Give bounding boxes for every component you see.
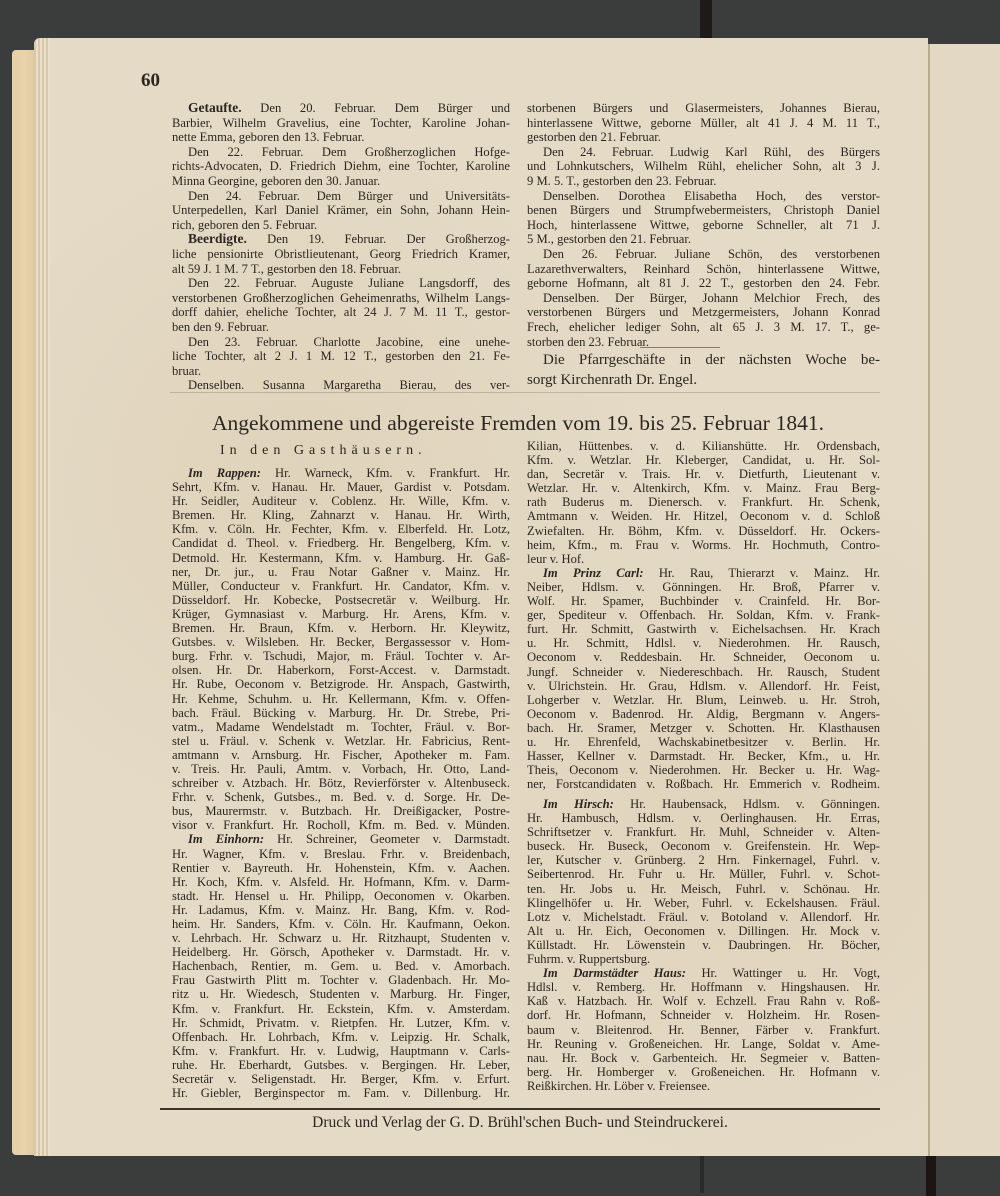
text-line: Klingelhöfer u. Hr. Weber, Fuhrl. v. Eckelshausen. Fräul. [527, 895, 880, 910]
text-line: Gutsbes. v. Wilsleben. Hr. Becker, Bergassessor v. Hom- [172, 635, 510, 650]
text-line [527, 370, 880, 390]
text-line: stadt. Hr. Hensel u. Hr. Philipp, Oeconomen v. Okarben. [172, 888, 510, 903]
text-line: benen Bürgers und Strumpfwebermeisters, Christoph Daniel [527, 203, 880, 218]
text-line: Jungf. Schneider v. Niedereschbach. Hr. Rausch, Student [527, 664, 880, 679]
text-line: geborne Hofmann, alt 81 J. 22 T., gestorben den 24. Febr. [527, 276, 880, 291]
text-line: heim, Kfm., m. Frau v. Worms. Hr. Hochmuth, Contro- [527, 537, 880, 552]
text-line: furt. Hr. Schmitt, Gastwirth v. Eichelsachsen. Hr. Krach [527, 622, 880, 637]
text-line [172, 262, 510, 277]
text-line: Wetzlar. Hr. v. Altenkirch, Kfm. v. Mainz. Frau Berg- [527, 481, 880, 496]
line-text: Den 24. Februar. Ludwig Karl Rühl, des Bürgers [543, 144, 880, 159]
text-line [172, 101, 510, 116]
text-line [172, 130, 510, 145]
text-line [527, 232, 880, 247]
text-line: u. Hr. Schmitt, Hdlsl. v. Niederohmen. Hr. Rausch, [527, 636, 880, 651]
text-line [527, 130, 880, 145]
text-line [527, 174, 880, 189]
text-line: liche Tochter, alt 2 J. 1 M. 12 T., gestorben den 21. Fe- [172, 349, 510, 364]
text-line [527, 189, 880, 204]
section-subtitle: In den Gasthäusern. [220, 443, 427, 458]
text-line: liche pensionirte Obristlieutenant, Georg Friedrich Kramer, [172, 246, 510, 261]
text-line: Kfm. v. Frankfurt. Hr. Eckstein, Kfm. v. Amsterdam. [172, 1001, 510, 1016]
text-line: bach. Fräul. Bücking v. Marburg. Hr. Dr. Strebe, Pri- [172, 705, 510, 720]
text-line [527, 952, 880, 966]
text-line [172, 145, 510, 160]
text-line [172, 378, 510, 393]
text-line: Alt u. Hr. Eich, Oeconomen v. Dillingen. Hr. Mock v. [527, 923, 880, 938]
text-line: Offenbach. Hr. Lohrbach, Kfm. v. Leipzig. Hr. Schalk, [172, 1029, 510, 1044]
divider [640, 347, 720, 348]
line-text: ben den 9. Februar. [172, 319, 269, 334]
text-line: hinterlassene Wittwe, geborne Müller, alt 41 J. 4 M. 11 T., [527, 115, 880, 130]
text-line [172, 335, 510, 350]
text-line [172, 320, 510, 335]
entry-heading: Im Prinz Carl: [543, 565, 644, 580]
text-line [172, 832, 510, 846]
line-text: Den 22. Februar. Dem Großherzoglichen Hofge- [188, 144, 510, 159]
line-text: gestorben den 21. Februar. [527, 130, 661, 145]
text-line: u. Hr. Ehrenfeld, Wachskabinetbesitzer v. Berlin. Hr. [527, 734, 880, 749]
text-line [172, 218, 510, 233]
line-text: sorgt Kirchenrath Dr. Engel. [527, 372, 698, 388]
line-text: rich, geboren den 5. Februar. [172, 217, 318, 232]
text-line: vatm., Madame Wendelstadt m. Tochter, Fräul. v. Bor- [172, 719, 510, 734]
text-line: Hr. Kehme, Schuhm. u. Hr. Kellermann, Kfm. v. Offen- [172, 691, 510, 706]
text-line: ger, Spediteur v. Offenbach. Hr. Soldan, Kfm. v. Frank- [527, 608, 880, 623]
text-line: Candidat d. Theol. v. Friedberg. Hr. Bengelberg, Kfm. v. [172, 536, 510, 551]
parish-register-left-column [172, 101, 510, 393]
text-line: nau. Hr. Bock v. Garbenteich. Hr. Segmeier v. Batten- [527, 1050, 880, 1065]
entry-heading: Beerdigte. [188, 231, 247, 247]
text-line [527, 966, 880, 980]
guest-list-right-column [527, 439, 880, 791]
line-text: Den 24. Februar. Dem Bürger und Universitäts- [188, 188, 510, 203]
text-line: Amtmann v. Weiden. Hr. Hitzel, Oeconom v. d. Schloß [527, 509, 880, 524]
parish-notice [527, 350, 880, 390]
line-text: Hr. Haubensack, Hdlsm. v. Gönningen. [613, 797, 881, 811]
page-number: 60 [141, 70, 160, 91]
text-line: Hr. Wagner, Kfm. v. Breslau. Frhr. v. Breidenbach, [172, 846, 510, 861]
text-line: storbenen Bürgers und Glasermeisters, Johannes Bierau, [527, 101, 880, 115]
text-line [172, 276, 510, 291]
background [700, 1155, 704, 1193]
footer-rule [160, 1108, 880, 1110]
guest-list-left-column [172, 466, 510, 1100]
text-line: burg. Frhr. v. Tschudi, Major, m. Fräul. Tochter v. Ar- [172, 649, 510, 664]
page-edges [34, 38, 50, 1156]
text-line: verstorbenen Bürgers und Metzgermeisters, Johann Konrad [527, 305, 880, 320]
text-line: Hr. Reuning v. Großeneichen. Hr. Lange, Soldat v. Ame- [527, 1036, 880, 1051]
text-line: Hr. Rube, Oeconom v. Betzigrode. Hr. Anspach, Gastwirth, [172, 677, 510, 692]
text-line: Kaß v. Hatzbach. Hr. Wolf v. Echzell. Frau Rahn v. Roß- [527, 994, 880, 1009]
text-line [172, 232, 510, 247]
imprint-footer: Druck und Verlag der G. D. Brühl'schen Buch- und Steindruckerei. [312, 1114, 728, 1131]
text-line: Unterpedellen, Karl Daniel Krämer, ein Sohn, Johann Hein- [172, 203, 510, 218]
text-line: v. Treis. Hr. Pauli, Amtm. v. Vorbach, Hr. Otto, Land- [172, 761, 510, 776]
text-line: Kfm. v. Wetzlar. Hr. Kleberger, Candidat, u. Hr. Sol- [527, 453, 880, 468]
text-line [172, 364, 510, 379]
text-line: Theis, Oeconom v. Niederohmen. Hr. Becker u. Hr. Wag- [527, 763, 880, 778]
text-line: Hr. Hambusch, Hdlsm. v. Oerlinghausen. Hr. Erras, [527, 811, 880, 826]
facing-page-edge [928, 44, 1000, 1156]
text-line [527, 145, 880, 160]
line-text: Hr. Wattinger u. Hr. Vogt, [685, 966, 880, 981]
text-line: ner, Dr. jur., u. Frau Notar Gaßner v. Mainz. Hr. [172, 564, 510, 579]
line-text: leur v. Hof. [527, 551, 585, 566]
entry-heading: Getaufte. [188, 100, 242, 115]
text-line: Frhr. v. Schenk, Gutsbes., m. Bed. v. d. Sorge. Hr. De- [172, 790, 510, 805]
text-line: Kilian, Hüttenbes. v. d. Kilianshütte. Hr. Ordensbach, [527, 439, 880, 453]
text-line: Hr. Seidler, Auditeur v. Coblenz. Hr. Wille, Kfm. v. [172, 494, 510, 509]
text-line: Hoch, hinterlassene Wittwe, geborne Schneller, alt 71 J. [527, 217, 880, 232]
text-line: Kfm. v. Cöln. Hr. Fechter, Kfm. v. Elberfeld. Hr. Lotz, [172, 522, 510, 537]
line-text: bruar. [172, 363, 202, 378]
text-line: ruhe. Hr. Eberhardt, Gutsbes. v. Bergingen. Hr. Leber, [172, 1057, 510, 1072]
text-line: Secretär v. Seligenstadt. Hr. Berger, Kfm. v. Erfurt. [172, 1072, 510, 1087]
text-line: Seibertenrod. Hr. Fuhr u. Hr. Müller, Fuhrl. v. Schot- [527, 867, 880, 882]
text-line: Hr. Schmidt, Privatm. v. Rietpfen. Hr. Lutzer, Kfm. v. [172, 1015, 510, 1030]
text-line [527, 552, 880, 566]
text-line: schreiber v. Atzbach. Hr. Bötz, Revierförster v. Altenbuseck. [172, 776, 510, 791]
text-line: Bremen. Hr. Braun, Kfm. v. Herborn. Hr. Kleywitz, [172, 621, 510, 636]
text-line: Rentier v. Bayreuth. Hr. Hohenstein, Kfm. v. Aachen. [172, 860, 510, 875]
text-line: Hachenbach, Rentier, m. Gem. u. Bed. v. Amorbach. [172, 959, 510, 974]
line-text: Denselben. Susanna Margaretha Bierau, des ver- [188, 378, 510, 393]
line-text: Minna Georgine, geboren den 30. Januar. [172, 173, 381, 188]
text-line: stel u. Fräul. v. Schenk v. Wetzlar. Hr. Fabricius, Rent- [172, 733, 510, 748]
line-text: Fuhrm. v. Ruppertsburg. [527, 952, 651, 967]
text-line: Neiber, Hdlsm. v. Gönningen. Hr. Broß, Pfarrer v. [527, 579, 880, 594]
text-line [527, 797, 880, 811]
text-line: buseck. Hr. Buseck, Oeconom v. Greifenstein. Hr. Wep- [527, 839, 880, 854]
text-line: Hr. Ladamus, Kfm. v. Mainz. Hr. Bang, Kfm. v. Rod- [172, 902, 510, 917]
text-line: Küllstadt. Hr. Löwenstein v. Daubringen. Hr. Böcher, [527, 937, 880, 952]
text-line: Hr. Giebler, Berginspector m. Fam. v. Dillenburg. Hr. [172, 1086, 510, 1101]
text-line: Lotz v. Michelstadt. Fräul. v. Botoland v. Allendorf. Hr. [527, 909, 880, 924]
text-line: dorf. Hr. Hofmann, Schneider v. Holzheim. Hr. Rosen- [527, 1008, 880, 1023]
text-line: berg. Hr. Homberger v. Großeneichen. Hr. Hofmann v. [527, 1064, 880, 1079]
line-text: Denselben. Der Bürger, Johann Melchior Frech, des [543, 290, 880, 305]
text-line: Müller, Conducteur v. Frankfurt. Hr. Candator, Kfm. v. [172, 578, 510, 593]
text-line: Oeconom v. Reddesbain. Hr. Schneider, Oeconom u. [527, 650, 880, 665]
text-line: Lohgerber v. Wetzlar. Hr. Blum, Leinweb. u. Hr. Stroh, [527, 692, 880, 707]
text-line: rath Buderus m. Dienersch. v. Frankfurt. Hr. Schenk, [527, 495, 880, 510]
text-line: richts-Advocaten, D. Friedrich Diehm, eine Tochter, Karoline [172, 159, 510, 174]
parish-register-right-column [527, 101, 880, 349]
text-line [172, 466, 510, 480]
text-line: amtmann v. Arnsburg. Hr. Fischer, Apotheker m. Fam. [172, 747, 510, 762]
text-line [527, 291, 880, 306]
text-line [527, 350, 880, 370]
text-line: bach. Hr. Sramer, Metzger v. Schotten. Hr. Klasthausen [527, 720, 880, 735]
text-line: baum v. Bleitenrod. Hr. Benner, Färber v. Frankfurt. [527, 1022, 880, 1037]
text-line: bus, Maurermstr. v. Butzbach. Hr. Dreißigacker, Postre- [172, 804, 510, 819]
line-text: Reißkirchen. Hr. Löber v. Freiensee. [527, 1078, 711, 1093]
entry-heading: Im Einhorn: [188, 832, 265, 847]
text-line: Bremen. Hr. Kling, Zahnarzt v. Hanau. Hr. Wirth, [172, 508, 510, 523]
text-line [527, 247, 880, 262]
divider [170, 392, 880, 393]
text-line [172, 174, 510, 189]
text-line: ritz u. Hr. Wiedesch, Studenten v. Marburg. Hr. Finger, [172, 987, 510, 1002]
text-line: Hdlsl. v. Remberg. Hr. Hoffmann v. Hingshausen. Hr. [527, 980, 880, 995]
text-line: Lazarethverwalters, Reinhard Schön, hinterlassene Wittwe, [527, 261, 880, 276]
text-line: Hasser, Kellner v. Darmstadt. Hr. Becker, Kfm., u. Hr. [527, 749, 880, 764]
text-line: und Lohnkutschers, Wilhelm Rühl, ehelicher Sohn, alt 3 J. [527, 159, 880, 174]
text-line: v. Lehrbach. Hr. Schwarz u. Hr. Ritzhaupt, Studenten v. [172, 931, 510, 946]
entry-heading: Im Rappen: [188, 466, 261, 480]
text-line: Schriftsetzer v. Frankfurt. Hr. Muhl, Schneider v. Alten- [527, 825, 880, 840]
text-line: Frech, ehelicher lediger Sohn, alt 65 J. 3 M. 17. T., ge- [527, 319, 880, 334]
text-line [172, 189, 510, 204]
line-text: nette Emma, geboren den 13. Februar. [172, 130, 365, 145]
text-line: olsen. Hr. Dr. Haberkorn, Forst-Accest. v. Darmstadt. [172, 663, 510, 678]
line-text: storben den 23. Februar. [527, 334, 650, 349]
text-line: Detmold. Hr. Kestermann, Kfm. v. Hamburg. Hr. Gaß- [172, 550, 510, 565]
text-line: Hr. Koch, Kfm. v. Alsfeld. Hr. Hofmann, Kfm. v. Darm- [172, 874, 510, 889]
text-line: dorff dahier, eheliche Tochter, alt 24 J. 7 M. 11 T., gestor- [172, 305, 510, 320]
text-line: Zwiefalten. Hr. Böhm, Kfm. v. Düsseldorf. Hr. Ockers- [527, 523, 880, 538]
line-text: Den 26. Februar. Juliane Schön, des verstorbenen [543, 246, 880, 261]
text-line [527, 1079, 880, 1093]
text-line: Heidelberg. Hr. Görsch, Apotheker v. Darmstadt. Hr. v. [172, 945, 510, 960]
text-line: Düsseldorf. Hr. Kobecke, Postsecretär v. Weilburg. Hr. [172, 592, 510, 607]
text-line: Wolf. Hr. Spamer, Buchbinder v. Crainfeld. Hr. Bor- [527, 594, 880, 609]
background [926, 1156, 936, 1196]
line-text: Hr. Warneck, Kfm. v. Frankfurt. Hr. [260, 466, 510, 480]
text-line: ler, Kutscher v. Grünberg. 2 Hrn. Finkernagel, Fuhrl. v. [527, 853, 880, 868]
text-line: heim. Hr. Sanders, Kfm. v. Cöln. Hr. Kaufmann, Oekon. [172, 917, 510, 931]
text-line: Krüger, Gymnasiast v. Marburg. Hr. Arens, Kfm. v. [172, 606, 510, 621]
text-line: Sehrt, Kfm. v. Hanau. Hr. Mauer, Gardist v. Potsdam. [172, 480, 510, 495]
text-line: Frau Gastwirth Plitt m. Tochter v. Gladenbach. Hr. Mo- [172, 973, 510, 988]
line-text: Denselben. Dorothea Elisabetha Hoch, des verstor- [543, 188, 880, 203]
line-text: Hr. Schreiner, Geometer v. Darmstadt. [264, 832, 510, 847]
text-line: Barbier, Wilhelm Gravelius, eine Tochter, Karoline Johan- [172, 115, 510, 130]
text-line: Kfm. v. Frankfurt. Hr. v. Ludwig, Hauptmann v. Carls- [172, 1043, 510, 1058]
text-line: visor v. Frankfurt. Hr. Rocholl, Kfm. m. Bed. v. Münden. [172, 818, 510, 833]
section-title: Angekommene und abgereiste Fremden vom 19. bis 25. Februar 1841. [212, 411, 824, 435]
line-text: Hr. Rau, Thierarzt v. Mainz. Hr. [643, 565, 880, 580]
text-line [527, 566, 880, 580]
text-line: Oeconom v. Badenrod. Hr. Aldig, Bergmann v. Angers- [527, 706, 880, 721]
line-text: Den 19. Februar. Der Großherzog- [246, 232, 510, 247]
text-line: ner, Forstcandidaten v. Roßbach. Hr. Emmerich v. Rodheim. [527, 777, 880, 792]
entry-heading: Im Hirsch: [543, 797, 614, 811]
line-text: Die Pfarrgeschäfte in der nächsten Woche be- [543, 352, 880, 368]
text-line: v. Ulrichstein. Hr. Grau, Hdlsm. v. Allendorf. Hr. Feist, [527, 678, 880, 693]
line-text: Den 22. Februar. Auguste Juliane Langsdorff, des [188, 276, 510, 291]
text-line: ten. Hr. Jobs u. Hr. Meisch, Fuhrl. v. Schönau. Hr. [527, 881, 880, 896]
line-text: 9 M. 5. T., gestorben den 23. Februar. [527, 173, 717, 188]
line-text: Den 20. Februar. Dem Bürger und [241, 101, 510, 115]
entry-heading: Im Darmstädter Haus: [543, 966, 686, 981]
guest-list-right-column-continued [527, 797, 880, 1093]
text-line: verstorbenen Großherzoglichen Geheimenraths, Wilhelm Langs- [172, 290, 510, 305]
line-text: alt 59 J. 1 M. 7 T., gestorben den 18. Februar. [172, 261, 401, 276]
line-text: Den 23. Februar. Charlotte Jacobine, eine unehe- [188, 334, 510, 349]
text-line: dan, Secretär v. Trais. Hr. v. Dietfurth, Lieutenant v. [527, 467, 880, 482]
line-text: 5 M., gestorben den 21. Februar. [527, 232, 692, 247]
